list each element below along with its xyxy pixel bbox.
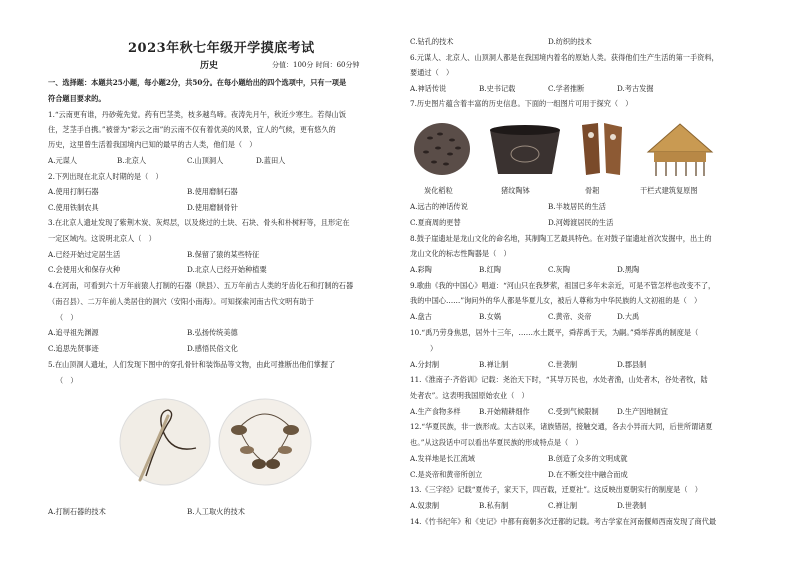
section-heading-cont: 符合题目要求的。 <box>48 94 106 103</box>
option-c[interactable]: C.黄帝、炎帝 <box>548 312 592 321</box>
subject-label: 历史 <box>200 61 219 71</box>
question-13-stem: 13.《三字经》记载“夏传子，家天下，四百载，迁夏社”。这反映出夏朝实行的制度是（ ） <box>410 485 702 494</box>
option-d[interactable]: D.蓝田人 <box>256 156 286 165</box>
section-heading: 一、选择题：本题共25小题，每小题2分，共50分。在每小题给出的四个选项中，只有一项是 <box>48 78 347 87</box>
option-c[interactable]: C.受到气候限制 <box>548 407 599 416</box>
question-3-stem: 一定区域内。这说明北京人（ ） <box>48 234 156 243</box>
option-d[interactable]: D.使用磨制骨针 <box>187 203 238 212</box>
option-c[interactable]: C.禅让制 <box>548 501 578 510</box>
option-a[interactable]: A.神话传说 <box>410 84 447 93</box>
question-7-stem: 7.历史图片蕴含着丰富的历史信息。下面的一组图片可用于探究（ ） <box>410 99 633 108</box>
option-c[interactable]: C.使用铁制农具 <box>48 203 99 212</box>
option-c[interactable]: C.是炎帝和黄帝所创立 <box>410 470 483 479</box>
exam-meta: 分值：100分 时间：60分钟 <box>272 61 360 69</box>
question-12-stem: 也。”从这段话中可以看出华夏民族的形成特点是（ ） <box>410 438 583 447</box>
option-b[interactable]: B.保留了猿的某些特征 <box>187 250 260 259</box>
option-b[interactable]: B.弘扬传统美德 <box>187 328 238 337</box>
option-b[interactable]: B.私有制 <box>479 501 509 510</box>
option-d[interactable]: D.感悟民俗文化 <box>187 344 238 353</box>
pig-pattern-bowl-image <box>486 122 564 178</box>
option-c[interactable]: C.会使用火和保存火种 <box>48 265 121 274</box>
question-1-stem: 1.“云南更有谁，丹砂菀先觉。药有巴茎类，枝多越鸟啼。夜涛先月午，秋近少寒生。若得山饭 <box>48 110 347 119</box>
question-9-stem: 9.歌曲《我的中国心》唱道：“河山只在我梦萦，祖国已多年未亲近，可是不管怎样也改变不了， <box>410 281 716 290</box>
option-c[interactable]: C.学者推断 <box>548 84 585 93</box>
image-caption: 干栏式建筑复原图 <box>640 186 698 195</box>
option-b[interactable]: B.使用磨制石器 <box>187 187 238 196</box>
option-a[interactable]: A.分封制 <box>410 360 440 369</box>
question-8-stem: 8.鼓子崖遗址是龙山文化的命名地，其制陶工艺最具特色。在对鼓子崖遗址首次发掘中，出土的 <box>410 234 712 243</box>
option-d[interactable]: D.考古发掘 <box>617 84 654 93</box>
option-b[interactable]: B.开始精耕细作 <box>479 407 530 416</box>
option-b[interactable]: B.女娲 <box>479 312 501 321</box>
option-b[interactable]: B.半坡居民的生活 <box>548 202 606 211</box>
question-14-stem: 14.《竹书纪年》和《史记》中都有商朝多次迁都的记载。考古学家在河南偃师西南发现了商代最 <box>410 517 717 526</box>
option-c[interactable]: C.山顶洞人 <box>187 156 224 165</box>
option-b[interactable]: B.红陶 <box>479 265 501 274</box>
stilt-house-image <box>644 120 716 178</box>
question-11-stem: 11.《淮南子·齐俗训》记载：尧治天下时，“其导万民也，水处者渔，山处者木，谷处者牧，陆 <box>410 375 708 384</box>
question-6-stem: 6.元谋人、北京人、山顶洞人都是在我国境内着名的原始人类。获得他们生产生活的第一手资料， <box>410 53 719 62</box>
question-12-stem: 12.“华夏民族，非一族形成。太古以来，诸族错居，接触交通，各去小异而大同，后世所谓诸夏 <box>410 422 713 431</box>
option-d[interactable]: D.郡县制 <box>617 360 647 369</box>
question-1-stem: 住，芝茎手自携。”被誉为“彩云之南”的云南不仅有着优美的风景，宜人的气候，更有悠久的 <box>48 125 336 134</box>
option-b[interactable]: B.创造了众多的文明成就 <box>548 454 628 463</box>
option-c[interactable]: C.追思先贤事迹 <box>48 344 99 353</box>
option-d[interactable]: D.大禹 <box>617 312 640 321</box>
exam-title: 2023年秋七年级开学摸底考试 <box>128 41 315 56</box>
question-6-stem: 要通过（ ） <box>410 68 454 77</box>
question-4-stem: （南召县）、二万年前人类居住的洞穴（安阳小南海）。可知探索河南古代文明有助于 <box>48 297 314 306</box>
bone-spade-image <box>578 119 628 179</box>
question-1-stem: 历史，这里曾生活着我国境内已知的最早的古人类，他们是（ ） <box>48 140 257 149</box>
ornament-necklace-image <box>217 398 313 486</box>
option-a[interactable]: A.奴隶制 <box>410 501 440 510</box>
option-a[interactable]: A.发祥地是长江流域 <box>410 454 475 463</box>
option-b[interactable]: B.史书记载 <box>479 84 516 93</box>
option-b[interactable]: B.人工取火的技术 <box>187 507 245 516</box>
question-8-stem: 龙山文化的标志性陶器是（ ） <box>410 249 511 258</box>
option-d[interactable]: D.纺织的技术 <box>548 37 592 46</box>
option-c[interactable]: C.世袭制 <box>548 360 578 369</box>
question-9-stem: 我的中国心……”询问外的华人都是华夏儿女，被后人尊称为中华民族的人文初祖的是（ ） <box>410 296 702 305</box>
image-caption: 猪纹陶钵 <box>501 186 530 195</box>
image-caption: 炭化稻粒 <box>424 186 453 195</box>
question-4-stem: （ ） <box>56 313 78 322</box>
option-a[interactable]: A.打制石器的技术 <box>48 507 106 516</box>
question-10-stem: ） <box>430 344 438 353</box>
option-d[interactable]: D.世袭制 <box>617 501 647 510</box>
option-a[interactable]: A.彩陶 <box>410 265 432 274</box>
question-11-stem: 处者农”。这表明我国原始农业（ ） <box>410 391 529 400</box>
bone-needle-image <box>118 398 212 486</box>
option-a[interactable]: A.生产食物多样 <box>410 407 461 416</box>
image-caption: 骨耜 <box>585 186 600 195</box>
option-a[interactable]: A.远古的神话传说 <box>410 202 468 211</box>
question-5-stem: 5.在山顶洞人遗址，人们发现下图中的穿孔骨针和装饰品等文物，由此可推断出他们掌握了 <box>48 360 336 369</box>
option-a[interactable]: A.盘古 <box>410 312 432 321</box>
option-b[interactable]: B.禅让制 <box>479 360 509 369</box>
question-3-stem: 3.在北京人遗址发现了紫荆木炭、灰烬层，以及烧过的土块、石块、骨头和朴树籽等，且形定在 <box>48 218 350 227</box>
question-4-stem: 4.在河南，可看到六十万年前猿人打制的石器（陕县）、五万年前古人类的牙齿化石和打制的石器 <box>48 281 354 290</box>
option-d[interactable]: D.黑陶 <box>617 265 640 274</box>
option-c[interactable]: C.夏商周的更替 <box>410 218 461 227</box>
question-10-stem: 10.“禹乃劳身焦思，居外十三年，……水土既平，舜荐禹于天，为嗣。”舜举荐禹的制度是（ <box>410 328 699 337</box>
option-a[interactable]: A.追寻祖先渊源 <box>48 328 99 337</box>
carbonized-rice-image <box>410 118 474 180</box>
question-5-stem: （ ） <box>56 376 78 385</box>
option-c[interactable]: C.灰陶 <box>548 265 570 274</box>
option-d[interactable]: D.在不断交往中融合而成 <box>548 470 628 479</box>
option-a[interactable]: A.元谋人 <box>48 156 78 165</box>
option-a[interactable]: A.使用打制石器 <box>48 187 99 196</box>
option-d[interactable]: D.生产因地制宜 <box>617 407 668 416</box>
option-a[interactable]: A.已经开始过定居生活 <box>48 250 121 259</box>
option-b[interactable]: B.北京人 <box>117 156 147 165</box>
option-d[interactable]: D.河姆渡居民的生活 <box>548 218 614 227</box>
option-d[interactable]: D.北京人已经开始种植粟 <box>187 265 267 274</box>
option-c[interactable]: C.钻孔的技术 <box>410 37 454 46</box>
question-2-stem: 2.下列出现在北京人时期的是（ ） <box>48 172 163 181</box>
